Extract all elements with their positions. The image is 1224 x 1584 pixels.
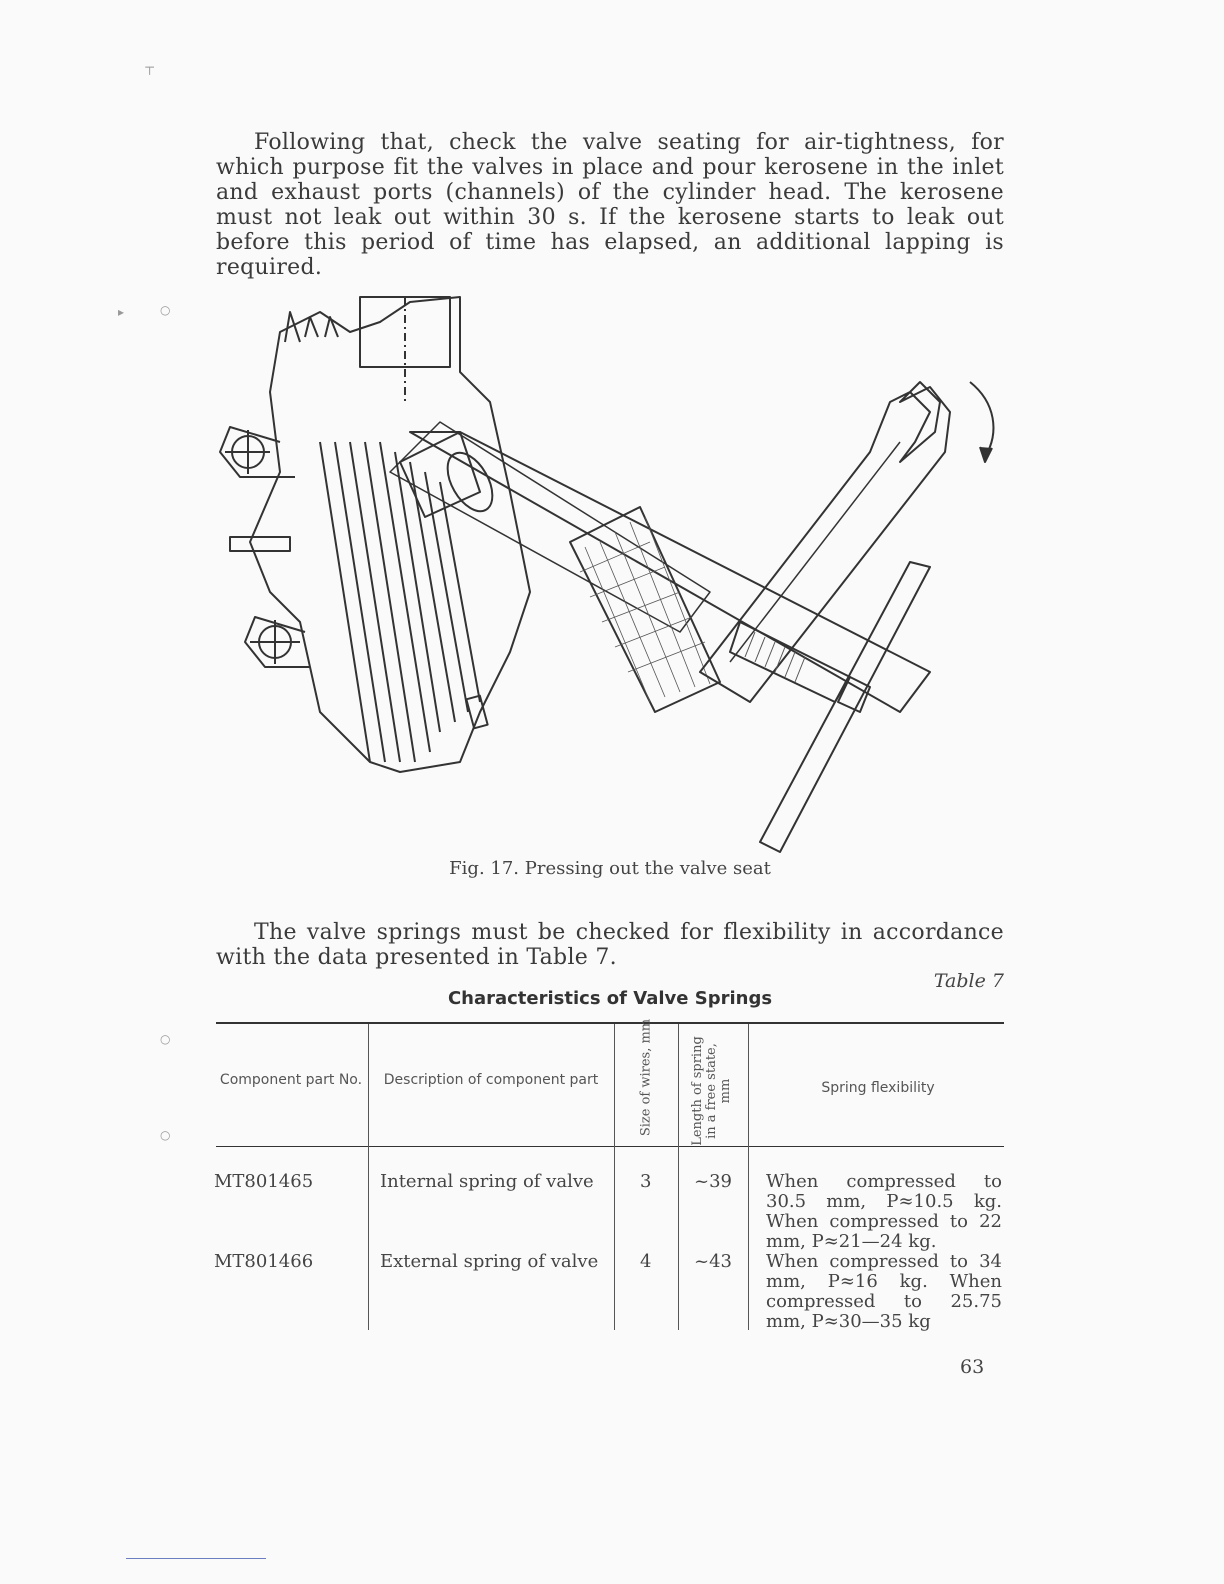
table-label: Table 7 bbox=[933, 970, 1004, 992]
table-top-rule bbox=[216, 1022, 1004, 1024]
table-column-divider bbox=[748, 1024, 749, 1330]
row1-wire-size: 3 bbox=[640, 1171, 652, 1192]
row1-description: Internal spring of valve bbox=[380, 1171, 594, 1192]
header-flexibility: Spring flexibility bbox=[821, 1080, 935, 1096]
header-free-length: Length of spring in a free state, mm bbox=[690, 1036, 733, 1146]
table-header-rule bbox=[216, 1146, 1004, 1147]
scan-mark: ○ bbox=[160, 303, 171, 317]
figure-valve-seat-tool bbox=[210, 292, 1010, 862]
row2-free-length: ~43 bbox=[694, 1251, 732, 1272]
scan-mark: ⊤ bbox=[144, 64, 156, 78]
table-title: Characteristics of Valve Springs bbox=[447, 988, 773, 1009]
table-column-divider bbox=[614, 1024, 615, 1330]
page-number: 63 bbox=[960, 1356, 985, 1378]
header-wire-size: Size of wires, mm bbox=[638, 1018, 654, 1137]
footnote-rule bbox=[126, 1558, 266, 1559]
scan-mark: ○ bbox=[160, 1032, 171, 1046]
table-column-divider bbox=[678, 1024, 679, 1330]
row1-flexibility: When compressed to 30.5 mm, P≈10.5 kg. When compressed to 22 mm, P≈21—24 kg. bbox=[766, 1171, 1002, 1252]
row2-wire-size: 4 bbox=[640, 1251, 652, 1272]
row1-part-no: MT801465 bbox=[214, 1171, 314, 1192]
row2-part-no: MT801466 bbox=[214, 1251, 314, 1272]
table-column-divider bbox=[368, 1024, 369, 1330]
header-part-no: Component part No. bbox=[219, 1072, 363, 1088]
scan-mark: ▸ bbox=[118, 305, 125, 319]
scan-mark: ○ bbox=[160, 1128, 171, 1142]
row2-description: External spring of valve bbox=[380, 1251, 599, 1272]
row2-flexibility: When compressed to 34 mm, P≈16 kg. When compressed to 25.75 mm, P≈30—35 kg bbox=[766, 1251, 1002, 1332]
row1-free-length: ~39 bbox=[694, 1171, 732, 1192]
header-description: Description of component part bbox=[383, 1072, 599, 1088]
paragraph-valve-springs: The valve springs must be checked for flexibility in accordance with the data presented in Table 7. bbox=[216, 920, 1004, 970]
figure-caption: Fig. 17. Pressing out the valve seat bbox=[449, 858, 771, 879]
paragraph-valve-seating: Following that, check the valve seating for air-tightness, for which purpose fit the valves in place and pour kerosene in the inlet and exhaust ports (channels) of the cylinder head. The kerosene must not leak out within 30 s. If the kerosene starts to leak out before this period of time has elapsed, an additional lapping is required. bbox=[216, 130, 1004, 280]
